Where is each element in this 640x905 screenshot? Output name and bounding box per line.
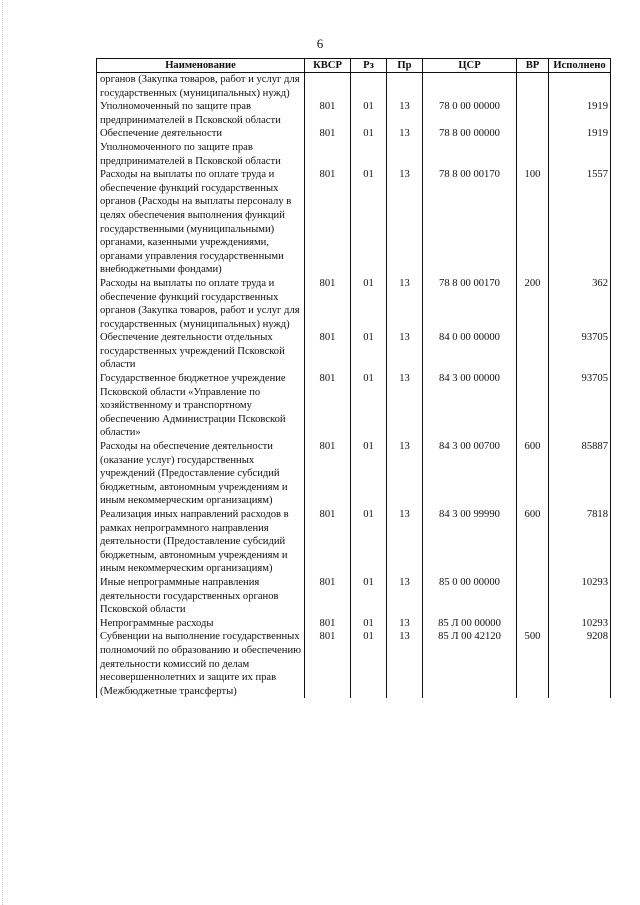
cell-executed: 1919 xyxy=(549,100,611,127)
table-row xyxy=(97,576,611,617)
cell-name: Расходы на выплаты по оплате труда и обеспечение функций государственных органов (Расходы на выплаты персоналу в целях обеспечения выполнения функций государственными (муниципальными) органами, казенными учреждениями, органами управления государственными внебюджетными фондами) xyxy=(97,168,305,277)
cell-pr: 13 xyxy=(387,100,423,127)
cell-kvsr: 801 xyxy=(305,100,351,127)
cell-executed: 85887 xyxy=(549,440,611,508)
cell-executed: 1557 xyxy=(549,168,611,277)
header-row xyxy=(97,59,611,73)
cell-vr xyxy=(517,127,549,168)
cell-executed: 7818 xyxy=(549,508,611,576)
table-row xyxy=(97,508,611,576)
cell-rz: 01 xyxy=(351,127,387,168)
cell-rz xyxy=(351,73,387,101)
cell-rz: 01 xyxy=(351,100,387,127)
cell-pr: 13 xyxy=(387,617,423,631)
cell-csr: 84 3 00 99990 xyxy=(423,508,517,576)
cell-pr: 13 xyxy=(387,372,423,440)
cell-csr: 84 0 00 00000 xyxy=(423,331,517,372)
cell-name: Расходы на обеспечение деятельности (оказание услуг) государственных учреждений (Предоставление субсидий бюджетным, автономным учреждениям и иным некоммерческим организациям) xyxy=(97,440,305,508)
cell-csr: 84 3 00 00000 xyxy=(423,372,517,440)
cell-executed xyxy=(549,73,611,101)
header-vr: ВР xyxy=(517,59,549,73)
cell-name: Обеспечение деятельности Уполномоченного по защите прав предпринимателей в Псковской области xyxy=(97,127,305,168)
page-number: 6 xyxy=(316,36,324,51)
cell-pr: 13 xyxy=(387,127,423,168)
cell-csr: 78 8 00 00000 xyxy=(423,127,517,168)
header-csr: ЦСР xyxy=(423,59,517,73)
header-pr: Пр xyxy=(387,59,423,73)
cell-name: Иные непрограммные направления деятельности государственных органов Псковской области xyxy=(97,576,305,617)
table-body xyxy=(97,73,611,699)
cell-kvsr: 801 xyxy=(305,440,351,508)
cell-kvsr: 801 xyxy=(305,168,351,277)
table-row xyxy=(97,127,611,168)
cell-executed: 1919 xyxy=(549,127,611,168)
cell-executed: 93705 xyxy=(549,331,611,372)
cell-vr: 100 xyxy=(517,168,549,277)
cell-executed: 93705 xyxy=(549,372,611,440)
header-executed: Исполнено xyxy=(549,59,611,73)
cell-csr: 85 Л 00 42120 xyxy=(423,630,517,698)
cell-name: Субвенции на выполнение государственных полномочий по образованию и обеспечению деятельности комиссий по делам несовершеннолетних и защите их прав (Межбюджетные трансферты) xyxy=(97,630,305,698)
cell-vr: 600 xyxy=(517,440,549,508)
table-row xyxy=(97,100,611,127)
table-row xyxy=(97,617,611,631)
cell-pr: 13 xyxy=(387,508,423,576)
cell-pr: 13 xyxy=(387,576,423,617)
cell-csr xyxy=(423,73,517,101)
cell-csr: 85 Л 00 00000 xyxy=(423,617,517,631)
cell-vr xyxy=(517,100,549,127)
cell-vr xyxy=(517,331,549,372)
cell-executed: 10293 xyxy=(549,617,611,631)
cell-vr: 600 xyxy=(517,508,549,576)
cell-name: Уполномоченный по защите прав предпринимателей в Псковской области xyxy=(97,100,305,127)
cell-rz: 01 xyxy=(351,630,387,698)
cell-pr: 13 xyxy=(387,440,423,508)
cell-executed: 10293 xyxy=(549,576,611,617)
cell-name: Расходы на выплаты по оплате труда и обеспечение функций государственных органов (Закупка товаров, работ и услуг для государственных (муниципальных) нужд) xyxy=(97,277,305,331)
header-name: Наименование xyxy=(97,59,305,73)
cell-pr: 13 xyxy=(387,630,423,698)
cell-kvsr: 801 xyxy=(305,127,351,168)
cell-rz: 01 xyxy=(351,331,387,372)
cell-pr xyxy=(387,73,423,101)
header-rz: Рз xyxy=(351,59,387,73)
header-kvsr: КВСР xyxy=(305,59,351,73)
cell-executed: 9208 xyxy=(549,630,611,698)
cell-executed: 362 xyxy=(549,277,611,331)
cell-rz: 01 xyxy=(351,168,387,277)
table-row xyxy=(97,73,611,101)
cell-kvsr: 801 xyxy=(305,617,351,631)
cell-rz: 01 xyxy=(351,617,387,631)
cell-kvsr: 801 xyxy=(305,576,351,617)
cell-rz: 01 xyxy=(351,440,387,508)
table-row xyxy=(97,168,611,277)
cell-kvsr: 801 xyxy=(305,630,351,698)
cell-csr: 78 8 00 00170 xyxy=(423,277,517,331)
cell-name: Непрограммные расходы xyxy=(97,617,305,631)
table-row xyxy=(97,372,611,440)
cell-rz: 01 xyxy=(351,372,387,440)
cell-vr xyxy=(517,73,549,101)
cell-pr: 13 xyxy=(387,168,423,277)
cell-name: Государственное бюджетное учреждение Псковской области «Управление по хозяйственному и транспортному обеспечению Администрации Псковской области» xyxy=(97,372,305,440)
cell-kvsr: 801 xyxy=(305,277,351,331)
cell-csr: 84 3 00 00700 xyxy=(423,440,517,508)
cell-vr xyxy=(517,576,549,617)
cell-pr: 13 xyxy=(387,277,423,331)
table-row xyxy=(97,277,611,331)
cell-vr xyxy=(517,372,549,440)
cell-name: Реализация иных направлений расходов в рамках непрограммного направления деятельности (Предоставление субсидий бюджетным, автономным учреждениям и иным некоммерческим организациям) xyxy=(97,508,305,576)
cell-kvsr xyxy=(305,73,351,101)
cell-name: органов (Закупка товаров, работ и услуг для государственных (муниципальных) нужд) xyxy=(97,73,305,101)
cell-csr: 78 0 00 00000 xyxy=(423,100,517,127)
cell-rz: 01 xyxy=(351,576,387,617)
cell-rz: 01 xyxy=(351,277,387,331)
cell-vr xyxy=(517,617,549,631)
cell-vr: 500 xyxy=(517,630,549,698)
table-row xyxy=(97,630,611,698)
cell-kvsr: 801 xyxy=(305,372,351,440)
table-row xyxy=(97,440,611,508)
cell-kvsr: 801 xyxy=(305,331,351,372)
cell-kvsr: 801 xyxy=(305,508,351,576)
table-row xyxy=(97,331,611,372)
cell-csr: 78 8 00 00170 xyxy=(423,168,517,277)
cell-vr: 200 xyxy=(517,277,549,331)
cell-csr: 85 0 00 00000 xyxy=(423,576,517,617)
cell-pr: 13 xyxy=(387,331,423,372)
cell-rz: 01 xyxy=(351,508,387,576)
page-edge-line xyxy=(2,0,3,905)
cell-name: Обеспечение деятельности отдельных государственных учреждений Псковской области xyxy=(97,331,305,372)
budget-table xyxy=(96,58,611,698)
